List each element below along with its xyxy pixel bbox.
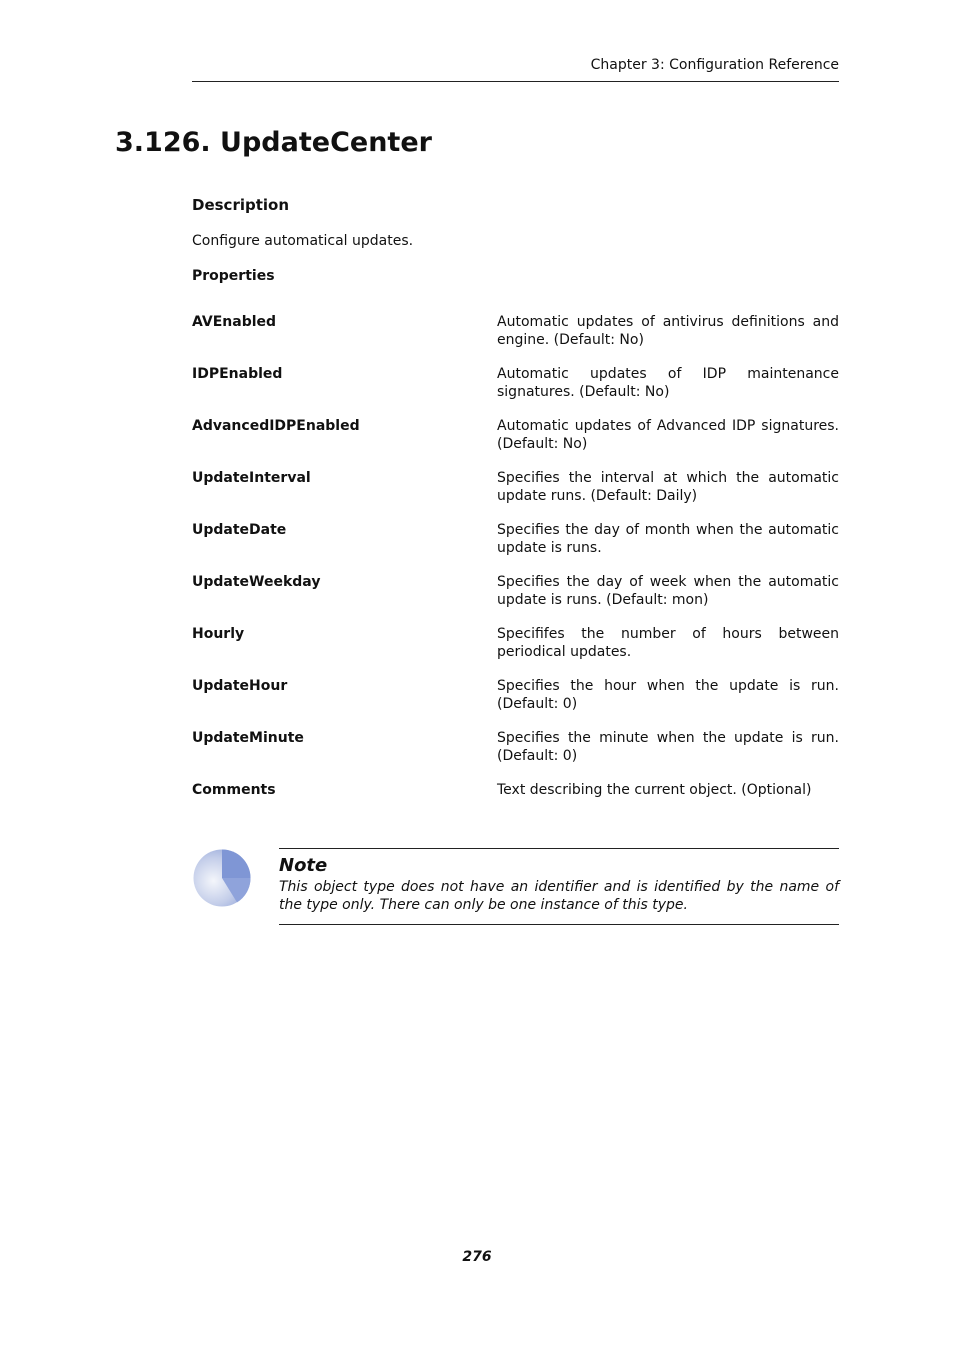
property-row: [192, 781, 839, 833]
property-name: UpdateDate: [192, 522, 287, 538]
property-description: Specifies the interval at which the automatic update runs. (Default: Daily): [497, 470, 839, 504]
property-description: Specifies the day of month when the automatic update is runs.: [497, 522, 839, 556]
page-number: 276: [462, 1249, 492, 1265]
property-description: Specifies the minute when the update is run. (Default: 0): [497, 730, 839, 764]
description-heading: Description: [192, 196, 290, 214]
property-description: Text describing the current object. (Optional): [497, 782, 812, 798]
properties-heading: Properties: [192, 268, 275, 284]
property-name: UpdateWeekday: [192, 574, 321, 590]
note-icon: [193, 849, 251, 907]
property-row: [192, 677, 839, 729]
property-name: UpdateInterval: [192, 470, 311, 486]
page-header: [192, 55, 839, 82]
property-name: AdvancedIDPEnabled: [192, 418, 360, 434]
property-description: Specifies the hour when the update is run. (Default: 0): [497, 678, 839, 712]
property-name: UpdateHour: [192, 678, 288, 694]
property-row: [192, 417, 839, 469]
property-description: Specifies the day of week when the automatic update is runs. (Default: mon): [497, 574, 839, 608]
description-text: Configure automatical updates.: [192, 233, 414, 249]
property-row: [192, 573, 839, 625]
chapter-title: Chapter 3: Configuration Reference: [590, 57, 839, 73]
property-name: IDPEnabled: [192, 366, 283, 382]
property-description: Specififes the number of hours between periodical updates.: [497, 626, 839, 660]
property-name: AVEnabled: [192, 314, 277, 330]
property-name: Comments: [192, 782, 276, 798]
property-description: Automatic updates of antivirus definitions and engine. (Default: No): [497, 314, 839, 348]
property-row: [192, 313, 839, 365]
section-title: 3.126. UpdateCenter: [115, 127, 432, 158]
note-text: This object type does not have an identifier and is identified by the name of the type only. There can only be one instance of this type.: [279, 879, 839, 913]
property-row: [192, 365, 839, 417]
property-name: Hourly: [192, 626, 245, 642]
note-title: Note: [279, 855, 328, 876]
property-row: [192, 729, 839, 781]
property-name: UpdateMinute: [192, 730, 304, 746]
property-row: [192, 625, 839, 677]
property-description: Automatic updates of Advanced IDP signatures. (Default: No): [497, 418, 839, 452]
note-box: [279, 848, 839, 925]
property-row: [192, 521, 839, 573]
properties-table: [192, 313, 839, 833]
property-description: Automatic updates of IDP maintenance signatures. (Default: No): [497, 366, 839, 400]
property-row: [192, 469, 839, 521]
